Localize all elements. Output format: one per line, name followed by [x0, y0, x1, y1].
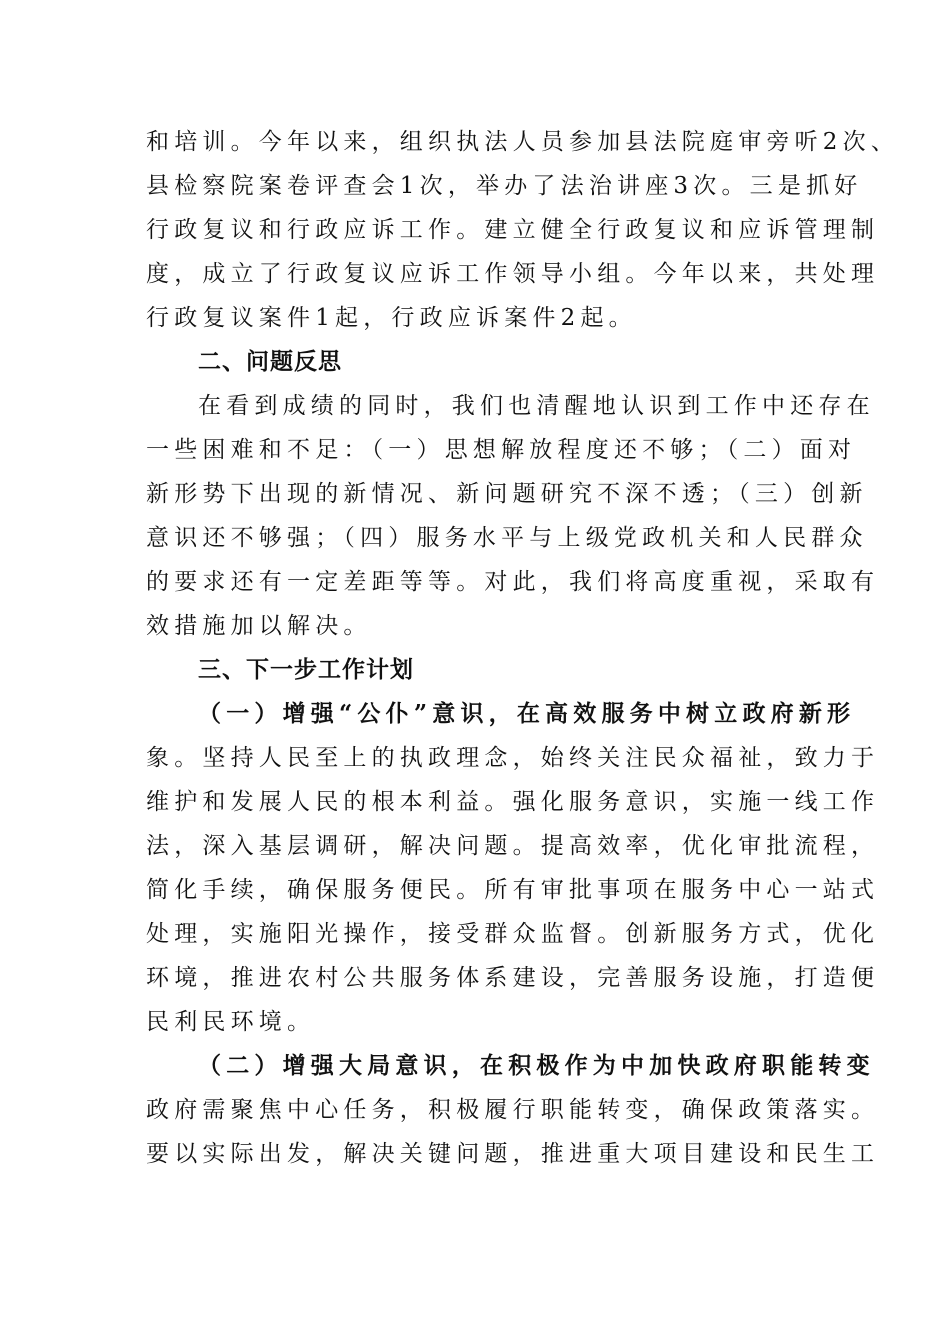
text-line: 意识还不够强；（四）服务水平与上级党政机关和人民群众 — [146, 525, 868, 551]
text-line: 行政复议案件1起，行政应诉案件2起。 — [146, 305, 637, 331]
text-line: 和培训。今年以来，组织执法人员参加县法院庭审旁听2次、 — [146, 129, 900, 155]
text-line: 一些困难和不足：（一）思想解放程度还不够；（二）面对 — [146, 437, 857, 463]
paragraph-sub2 — [146, 1044, 880, 1176]
text-line: 维护和发展人民的根本利益。强化服务意识，实施一线工作 — [146, 789, 880, 815]
text-line: 简化手续，确保服务便民。所有审批事项在服务中心一站式 — [146, 877, 880, 903]
text-line: 行政复议和行政应诉工作。建立健全行政复议和应诉管理制 — [146, 217, 880, 243]
text-line: 要以实际出发，解决关键问题，推进重大项目建设和民生工 — [146, 1141, 880, 1167]
text-line: 效措施加以解决。 — [146, 613, 372, 639]
text-line: 处理，实施阳光操作，接受群众监督。创新服务方式，优化 — [146, 921, 880, 947]
paragraph-problems — [146, 384, 880, 648]
subheading-sub2: （二）增强大局意识，在积极作为中加快政府职能转变 — [198, 1052, 875, 1079]
text-line: 的要求还有一定差距等等。对此，我们将高度重视，采取有 — [146, 569, 880, 595]
text-line: 法，深入基层调研，解决问题。提高效率，优化审批流程， — [146, 833, 880, 859]
text-line: 环境，推进农村公共服务体系建设，完善服务设施，打造便 — [146, 965, 880, 991]
text-line: 民利民环境。 — [146, 1009, 316, 1035]
text-line: 县检察院案卷评查会1次，举办了法治讲座3次。三是抓好 — [146, 173, 863, 199]
paragraph-continued — [146, 120, 900, 340]
section-heading-next-plan: 三、下一步工作计划 — [198, 657, 414, 683]
text-line: 象。坚持人民至上的执政理念，始终关注民众福祉，致力于 — [146, 745, 880, 771]
section-heading-problems: 二、问题反思 — [198, 349, 342, 375]
text-line: 新形势下出现的新情况、新问题研究不深不透；（三）创新 — [146, 481, 868, 507]
text-line: 度，成立了行政复议应诉工作领导小组。今年以来，共处理 — [146, 261, 880, 287]
subheading-sub1: （一）增强“公仆”意识，在高效服务中树立政府新形 — [198, 700, 856, 727]
text-line: 政府需聚焦中心任务，积极履行职能转变，确保政策落实。 — [146, 1097, 880, 1123]
document-page — [146, 120, 900, 1176]
text-line: 在看到成绩的同时，我们也清醒地认识到工作中还存在 — [198, 393, 875, 419]
paragraph-sub1 — [146, 692, 880, 1044]
